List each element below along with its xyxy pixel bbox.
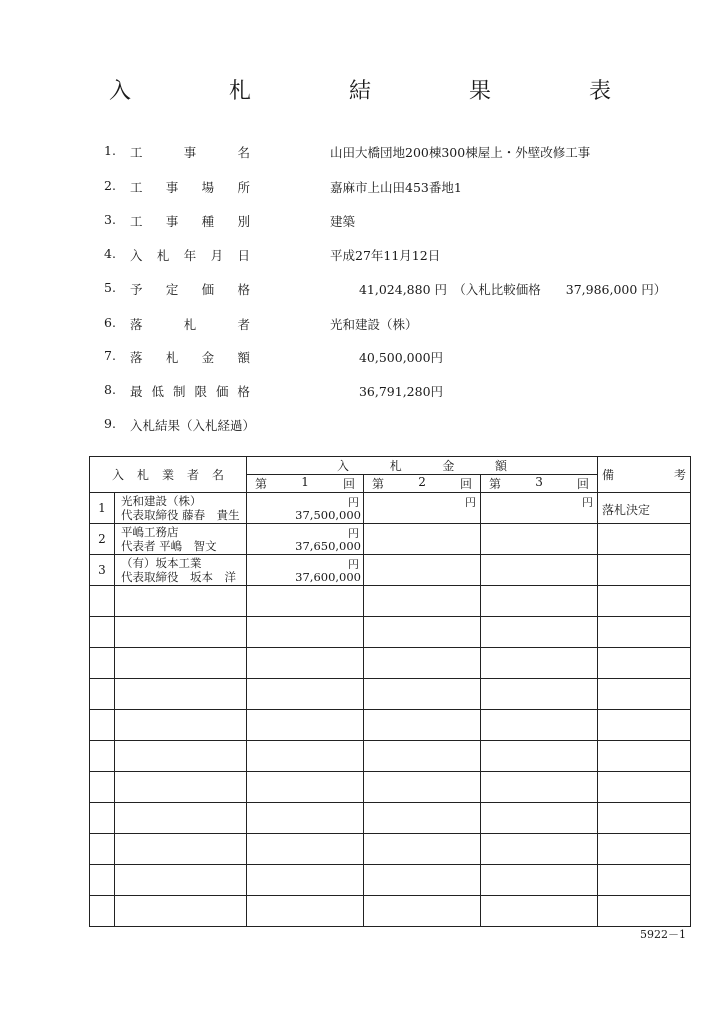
bid-amount-cell [247,555,364,586]
empty-cell [481,710,598,741]
empty-cell [247,710,364,741]
empty-cell [90,865,115,896]
empty-cell [90,679,115,710]
empty-cell [90,648,115,679]
yen-unit: 円 [465,496,477,509]
empty-cell [598,741,691,772]
header-char: 備 [602,468,615,482]
empty-cell [481,741,598,772]
round-header-char: 回 [342,477,355,491]
info-label-char: 種 [201,214,215,229]
empty-cell [247,803,364,834]
table-row [90,555,691,586]
empty-cell [115,896,247,927]
empty-cell [115,741,247,772]
empty-cell [90,617,115,648]
info-number: 6. [104,315,116,330]
row-number: 3 [90,555,115,586]
info-label-char: 限 [194,384,207,399]
info-label-char: 格 [237,384,250,399]
info-label-char: 事 [165,214,179,229]
yen-unit: 円 [582,496,594,509]
info-number: 4. [104,246,116,261]
info-label [130,143,250,161]
representative-name: 代表取締役 藤春 貴生 [121,508,240,522]
yen-unit: 円 [348,496,360,509]
info-label-char: 札 [156,248,170,263]
empty-cell [481,679,598,710]
empty-cell [481,896,598,927]
info-label-char: 格 [237,282,250,297]
info-number: 2. [104,178,116,193]
header-char: 札 [137,468,150,482]
bid-amount-cell [481,493,598,524]
empty-row [90,586,691,617]
empty-cell [364,741,481,772]
info-value: 平成27年11月12日 [330,248,441,263]
bidder-name-header [90,457,247,493]
empty-cell [90,803,115,834]
company-name: 光和建設（株） [121,494,202,508]
empty-cell [364,679,481,710]
bid-results-table [89,456,691,927]
header-char: 業 [162,468,175,482]
info-label-char: 落 [130,317,143,332]
empty-row [90,865,691,896]
info-value: 建築 [330,214,356,229]
empty-cell [481,772,598,803]
bid-amount-cell [481,555,598,586]
representative-name: 代表者 平嶋 智文 [121,539,217,553]
bid-amount-cell [364,524,481,555]
bid-amount-cell [481,524,598,555]
empty-cell [364,586,481,617]
info-label [130,315,250,333]
info-number: 8. [104,382,116,397]
info-label-char: 入 [130,248,143,263]
bid-amount: 37,600,000 [295,570,362,584]
empty-cell [90,896,115,927]
empty-cell [598,865,691,896]
empty-cell [115,586,247,617]
table-row [90,524,691,555]
empty-row [90,803,691,834]
empty-row [90,710,691,741]
empty-cell [90,741,115,772]
info-label-char: 名 [237,145,250,160]
round-header-char: 2 [418,475,426,489]
info-label-char: 落 [130,350,143,365]
empty-cell [598,586,691,617]
empty-cell [481,586,598,617]
empty-cell [247,772,364,803]
empty-row [90,648,691,679]
empty-cell [481,865,598,896]
empty-cell [481,834,598,865]
info-label-char: 工 [130,145,143,160]
bid-amount-cell [364,493,481,524]
info-label [130,348,250,366]
bid-amount-header [247,457,598,475]
round-header-char: 第 [489,477,502,491]
bidder-name-cell [115,524,247,555]
info-value: 嘉麻市上山田453番地1 [330,180,462,195]
bid-amount: 37,500,000 [295,508,362,522]
yen-unit: 円 [348,527,360,540]
empty-cell [115,803,247,834]
empty-cell [364,834,481,865]
info-label [130,382,250,400]
info-label-char: 最 [130,384,143,399]
header-char: 入 [337,459,350,473]
info-value: 40,500,000円 [330,350,444,365]
company-name: 平嶋工務店 [121,525,179,539]
info-number: 7. [104,348,116,363]
info-label-char: 制 [172,384,186,399]
info-number: 9. [104,416,116,431]
empty-cell [115,865,247,896]
info-value: 光和建設（株） [330,317,418,332]
remarks-cell: 落札決定 [598,493,691,524]
round-header-char: 第 [372,477,385,491]
table-row [90,493,691,524]
empty-cell [364,803,481,834]
bidder-name-cell [115,555,247,586]
info-value: 36,791,280円 [330,384,444,399]
info-label-char: 価 [215,384,229,399]
header-char: 札 [389,459,402,473]
empty-cell [90,710,115,741]
bidder-name-cell [115,493,247,524]
info-label-char: 事 [165,180,179,195]
empty-row [90,741,691,772]
empty-cell [90,772,115,803]
empty-cell [115,772,247,803]
yen-unit: 円 [348,558,360,571]
empty-cell [364,710,481,741]
empty-row [90,679,691,710]
empty-cell [364,896,481,927]
bid-amount-cell [247,493,364,524]
info-label-char: 月 [210,248,224,263]
info-value: 41,024,880 円 （入札比較価格 37,986,000 円） [330,282,667,297]
empty-cell [247,834,364,865]
info-label-char: 額 [237,350,250,365]
bid-amount-cell [247,524,364,555]
header-char: 入 [112,468,125,482]
info-label [130,178,250,196]
document-title: 入 札 結 果 表 [108,79,649,104]
empty-row [90,896,691,927]
round-header-char: 回 [459,477,472,491]
round-header-char: 3 [535,475,543,489]
empty-cell [247,679,364,710]
empty-cell [247,617,364,648]
empty-cell [364,772,481,803]
info-value: 山田大橋団地200棟300棟屋上・外壁改修工事 [330,145,591,160]
empty-cell [481,617,598,648]
info-label-char: 所 [237,180,250,195]
empty-cell [247,648,364,679]
info-label-char: 低 [151,384,164,399]
empty-cell [247,865,364,896]
remarks-cell [598,524,691,555]
info-number: 1. [104,143,116,158]
bid-amount-cell [364,555,481,586]
empty-cell [481,648,598,679]
empty-cell [598,679,691,710]
info-label-char: 札 [183,317,197,332]
info-label [130,212,250,230]
empty-cell [115,648,247,679]
empty-cell [481,803,598,834]
empty-cell [598,617,691,648]
header-char: 額 [495,459,508,473]
round-1-header [247,475,364,493]
empty-cell [598,896,691,927]
representative-name: 代表取締役 坂本 洋 [121,570,236,584]
round-header-char: 第 [255,477,268,491]
row-number: 1 [90,493,115,524]
empty-cell [364,617,481,648]
empty-cell [247,586,364,617]
empty-cell [364,648,481,679]
empty-cell [115,679,247,710]
header-char: 金 [442,459,455,473]
bid-amount: 37,650,000 [295,539,362,553]
empty-cell [598,710,691,741]
empty-cell [598,648,691,679]
info-label-char: 場 [201,180,215,195]
info-label-char: 工 [130,214,143,229]
empty-cell [364,865,481,896]
page-number: 5922－1 [640,928,686,941]
info-number: 3. [104,212,116,227]
info-label-char: 年 [183,248,197,263]
info-label-char: 定 [165,282,179,297]
header-char: 名 [212,468,225,482]
header-char: 考 [674,468,687,482]
info-label-char: 日 [237,248,250,263]
company-name: （有）坂本工業 [121,556,202,570]
empty-cell [598,834,691,865]
empty-cell [115,834,247,865]
info-label: 入札結果（入札経過） [130,418,256,433]
empty-cell [247,741,364,772]
info-number: 5. [104,280,116,295]
info-label [130,280,250,298]
info-label-char: 金 [201,350,215,365]
empty-cell [90,586,115,617]
info-label-char: 別 [237,214,250,229]
info-label [130,246,250,264]
header-char: 者 [187,468,200,482]
empty-cell [115,710,247,741]
info-label-char: 工 [130,180,143,195]
info-label-char: 札 [165,350,179,365]
remarks-cell [598,555,691,586]
empty-cell [247,896,364,927]
round-2-header [364,475,481,493]
round-header-char: 1 [301,475,309,489]
empty-cell [598,803,691,834]
round-header-char: 回 [577,477,590,491]
row-number: 2 [90,524,115,555]
empty-row [90,834,691,865]
info-label-char: 事 [183,145,197,160]
info-label-char: 価 [201,282,215,297]
info-label-char: 予 [130,282,143,297]
empty-cell [115,617,247,648]
empty-row [90,772,691,803]
round-3-header [481,475,598,493]
empty-row [90,617,691,648]
empty-cell [598,772,691,803]
info-label-char: 者 [237,317,250,332]
empty-cell [90,834,115,865]
remarks-header [598,457,691,493]
